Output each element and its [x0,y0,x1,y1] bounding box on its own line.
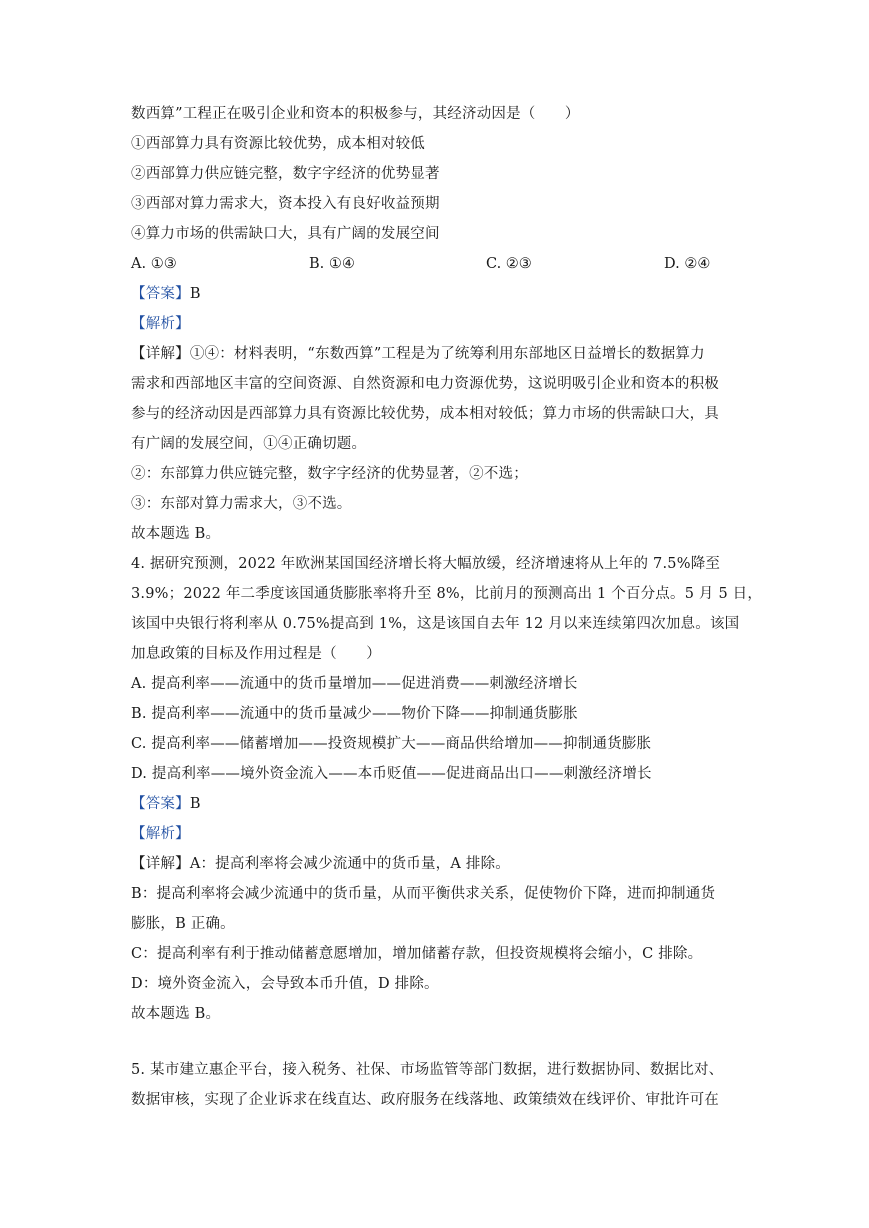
q4-option-d: D. 提高利率——境外资金流入——本币贬值——促进商品出口——刺激经济增长 [131,766,652,782]
answer-value: B [189,796,201,812]
answer-value: B [189,286,201,302]
q4-stem-line: 4. 据研究预测，2022 年欧洲某国国经济增长将大幅放缓，经济增速将从上年的 7.5%降至 [131,556,721,572]
detail-text: ①④：材料表明，“东数西算”工程是为了统筹利用东部地区日益增长的数据算力 [189,346,705,362]
q4-detail-line: C：提高利率有利于推动储蓄意愿增加，增加储蓄存款，但投资规模将会缩小，C 排除。 [131,946,703,962]
q4-stem-line: 3.9%；2022 年二季度该国通货膨胀率将升至 8%，比前月的预测高出 1 个百分点。5 月 5 日， [131,586,763,602]
q4-option-a: A. 提高利率——流通中的货币量增加——促进消费——刺激经济增长 [131,676,578,692]
q3-item: ③西部对算力需求大，资本投入有良好收益预期 [131,196,440,212]
analysis-tag: 【解析】 [131,316,190,332]
q4-conclusion: 故本题选 B。 [131,1006,221,1022]
q3-detail-line: 有广阔的发展空间，①④正确切题。 [131,436,367,452]
q4-answer [131,794,741,814]
answer-tag: 【答案】 [131,286,190,302]
q3-detail-line: ③：东部对算力需求大，③不选。 [131,496,352,512]
q3-item: ②西部算力供应链完整，数字字经济的优势显著 [131,166,440,182]
q4-detail-line: B：提高利率将会减少流通中的货币量，从而平衡供求关系，促使物价下降，进而抑制通货 [131,886,716,902]
q3-conclusion: 故本题选 B。 [131,526,221,542]
q3-option-a: A. ①③ [131,256,177,272]
q3-item: ①西部算力具有资源比较优势，成本相对较低 [131,136,425,152]
q3-option-d: D. ②④ [664,256,711,272]
q4-stem-line: 该国中央银行将利率从 0.75%提高到 1%，这是该国自去年 12 月以来连续第四次加息。该国 [131,616,740,632]
q4-option-b: B. 提高利率——流通中的货币量减少——物价下降——抑制通货膨胀 [131,706,578,722]
q4-analysis-heading [131,824,741,844]
analysis-tag: 【解析】 [131,826,190,842]
detail-tag: 【详解】 [131,346,190,362]
q3-detail-line: ②：东部算力供应链完整，数字字经济的优势显著，②不选； [131,466,528,482]
q3-analysis-heading [131,314,741,334]
q3-option-b: B. ①④ [309,256,355,272]
q3-answer [131,284,741,304]
q3-detail-line: 需求和西部地区丰富的空间资源、自然资源和电力资源优势，这说明吸引企业和资本的积极 [131,376,719,392]
q3-option-c: C. ②③ [486,256,532,272]
q3-item: ④算力市场的供需缺口大，具有广阔的发展空间 [131,226,440,242]
q4-detail-line: 膨胀，B 正确。 [131,916,235,932]
q5-stem-line: 5. 某市建立惠企平台，接入税务、社保、市场监管等部门数据，进行数据协同、数据比对、 [131,1062,724,1078]
detail-text: A：提高利率将会减少流通中的货币量，A 排除。 [189,856,510,872]
q3-detail-line [131,344,741,364]
detail-tag: 【详解】 [131,856,190,872]
q4-stem-line: 加息政策的目标及作用过程是（ ） [131,646,381,662]
q4-option-c: C. 提高利率——储蓄增加——投资规模扩大——商品供给增加——抑制通货膨胀 [131,736,652,752]
answer-tag: 【答案】 [131,796,190,812]
q4-detail-line: D：境外资金流入，会导致本币升值，D 排除。 [131,976,439,992]
q3-detail-line: 参与的经济动因是西部算力具有资源比较优势，成本相对较低；算力市场的供需缺口大，具 [131,406,719,422]
q3-stem: 数西算”工程正在吸引企业和资本的积极参与，其经济动因是（ ） [131,106,580,122]
q5-stem-line: 数据审核，实现了企业诉求在线直达、政府服务在线落地、政策绩效在线评价、审批许可在 [131,1092,719,1108]
q4-detail-line [131,854,741,874]
